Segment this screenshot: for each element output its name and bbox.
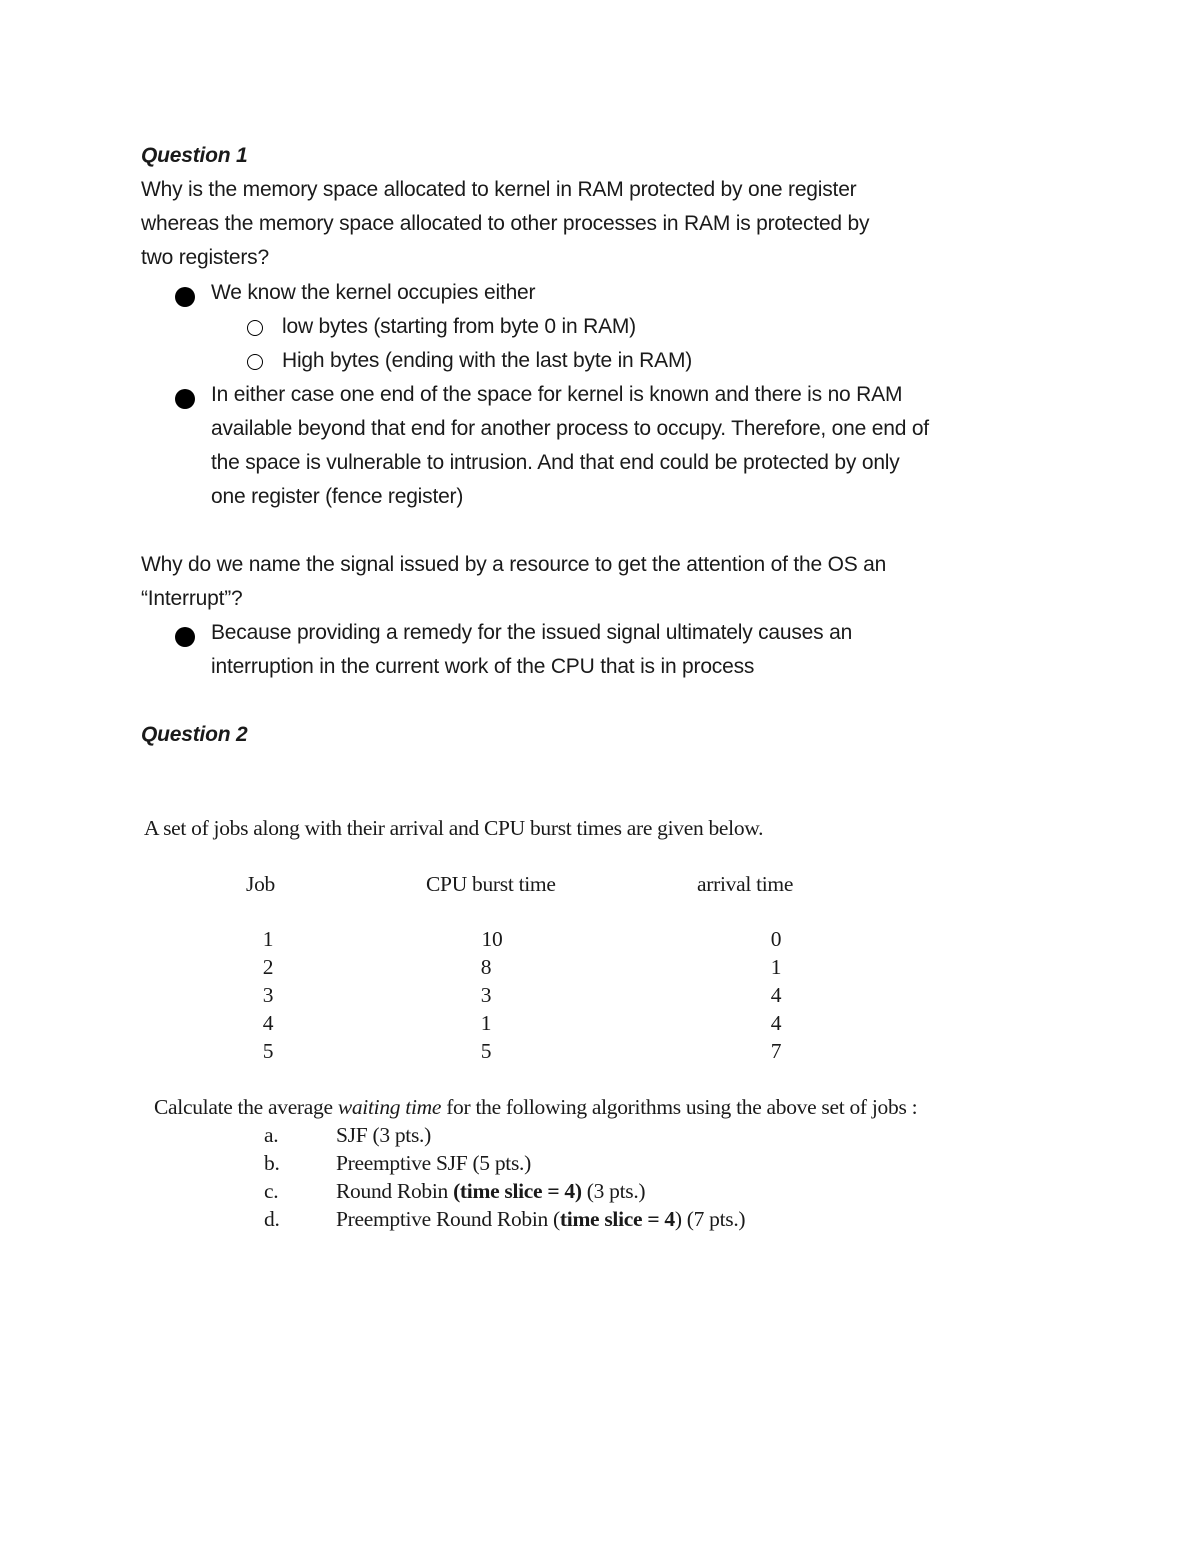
bullet-line: available beyond that end for another process to occupy. Therefore, one end of: [211, 417, 929, 440]
table-cell: 5: [262, 1039, 274, 1063]
prompt-line: whereas the memory space allocated to other processes in RAM is protected by: [141, 212, 870, 235]
table-header-arrival: arrival time: [697, 872, 794, 896]
item-preemptive-sjf: [336, 1151, 531, 1176]
table-cell: 3: [480, 983, 492, 1007]
hollow-bullet-icon: [247, 320, 263, 336]
item-letter: a.: [264, 1123, 279, 1147]
prompt-line: “Interrupt”?: [141, 587, 243, 610]
question-1-prompt-2: [141, 548, 1041, 616]
item-text: ) (7 pts.): [674, 1207, 746, 1231]
sub-bullet-high-bytes: High bytes (ending with the last byte in RAM): [282, 349, 693, 372]
table-cell: 4: [770, 983, 782, 1007]
bullet-because: [211, 616, 1071, 684]
bullet-line: In either case one end of the space for kernel is known and there is no RAM: [211, 383, 903, 406]
bullet-line: Because providing a remedy for the issued signal ultimately causes an: [211, 621, 853, 644]
table-cell: 3: [262, 983, 274, 1007]
item-text: Preemptive Round Robin (: [336, 1207, 560, 1231]
item-text-bold: time slice = 4: [559, 1207, 675, 1231]
table-cell: 0: [770, 927, 782, 951]
item-letter: b.: [264, 1151, 280, 1175]
item-text: SJF (3 pts.): [336, 1123, 431, 1147]
table-cell: 10: [481, 927, 503, 951]
bullet-kernel-occupies: We know the kernel occupies either: [211, 281, 536, 304]
prompt-line: two registers?: [141, 246, 269, 269]
table-header-cpu-burst: CPU burst time: [426, 872, 556, 896]
calc-text: for the following algorithms using the above set of jobs :: [441, 1095, 918, 1119]
bullet-icon: [175, 287, 195, 307]
table-cell: 1: [770, 955, 782, 979]
calc-text: Calculate the average: [154, 1095, 338, 1119]
table-cell: 4: [262, 1011, 274, 1035]
calculate-instruction: [154, 1095, 917, 1120]
table-cell: 1: [480, 1011, 492, 1035]
table-cell: 4: [770, 1011, 782, 1035]
bullet-line: the space is vulnerable to intrusion. And that end could be protected by only: [211, 451, 900, 474]
item-letter: c.: [264, 1179, 279, 1203]
question-1-prompt: [141, 173, 1041, 275]
prompt-line: Why do we name the signal issued by a resource to get the attention of the OS an: [141, 553, 887, 576]
bullet-line: interruption in the current work of the CPU that is in process: [211, 655, 755, 678]
item-text-bold: (time slice = 4): [453, 1179, 582, 1203]
bullet-either-case: [211, 378, 1071, 514]
item-text: Round Robin: [336, 1179, 454, 1203]
item-text: (3 pts.): [581, 1179, 646, 1203]
item-letter: d.: [264, 1207, 280, 1231]
question-1-heading: Question 1: [141, 144, 248, 167]
table-cell: 2: [262, 955, 274, 979]
bullet-icon: [175, 627, 195, 647]
table-cell: 7: [770, 1039, 782, 1063]
bullet-icon: [175, 389, 195, 409]
question-2-intro: A set of jobs along with their arrival and CPU burst times are given below.: [144, 816, 764, 840]
item-round-robin: [336, 1179, 645, 1204]
table-cell: 1: [262, 927, 274, 951]
prompt-line: Why is the memory space allocated to kernel in RAM protected by one register: [141, 178, 857, 201]
item-preemptive-round-robin: [336, 1207, 745, 1232]
item-sjf: [336, 1123, 431, 1148]
table-cell: 5: [480, 1039, 492, 1063]
bullet-line: one register (fence register): [211, 485, 464, 508]
table-header-job: Job: [246, 872, 275, 896]
hollow-bullet-icon: [247, 354, 263, 370]
sub-bullet-low-bytes: low bytes (starting from byte 0 in RAM): [282, 315, 636, 338]
item-text: Preemptive SJF (5 pts.): [336, 1151, 531, 1175]
table-cell: 8: [480, 955, 492, 979]
calc-emphasis: waiting time: [337, 1095, 442, 1119]
question-2-heading: Question 2: [141, 723, 248, 746]
